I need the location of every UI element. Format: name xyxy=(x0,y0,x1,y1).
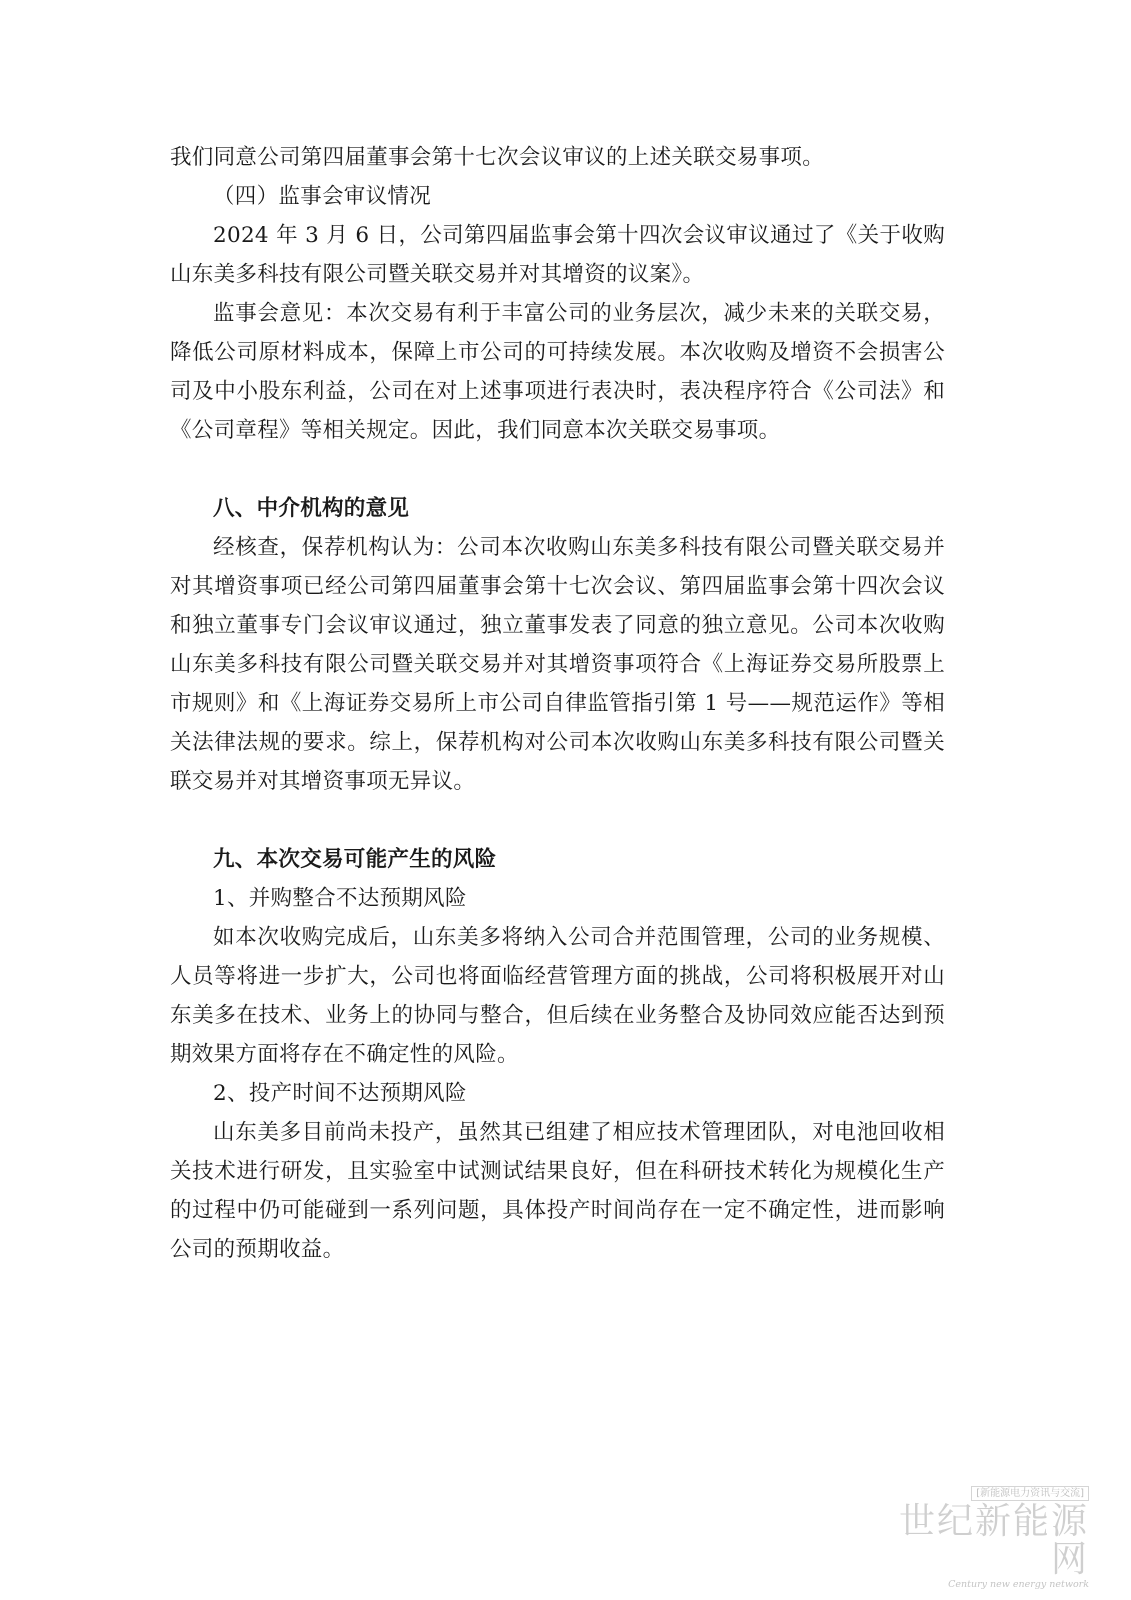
section-heading-8: 八、中介机构的意见 xyxy=(213,496,410,521)
watermark-title: 世纪新能源网 xyxy=(898,1501,1089,1580)
section-heading-9: 九、本次交易可能产生的风险 xyxy=(213,847,497,872)
paragraph-intermediary-opinion: 经核查，保荐机构认为：公司本次收购山东美多科技有限公司暨关联交易并对其增资事项已经公司第四届董事会第十七次会议、第四届监事会第十四次会议和独立董事专门会议审议通过，独立董事发表了同意的独立意见。公司本次收购山东美多科技有限公司暨关联交易并对其增资事项符合《上海证券交易所股票上市规则》和《上海证券交易所上市公司自律监管指引第 1 号——规范运作》等相关法律法规的要求。综上，保荐机构对公司本次收购山东美多科技有限公司暨关联交易并对其增资事项无异议。 xyxy=(170,535,945,794)
paragraph-supervisory-meeting: 2024 年 3 月 6 日，公司第四届监事会第十四次会议审议通过了《关于收购山东美多科技有限公司暨关联交易并对其增资的议案》。 xyxy=(170,223,945,287)
paragraph-risk-1: 如本次收购完成后，山东美多将纳入公司合并范围管理，公司的业务规模、人员等将进一步扩大，公司也将面临经营管理方面的挑战，公司将积极展开对山东美多在技术、业务上的协同与整合，但后续在业务整合及协同效应能否达到预期效果方面将存在不确定性的风险。 xyxy=(170,925,945,1067)
subheading-risk-2: 2、投产时间不达预期风险 xyxy=(213,1081,467,1106)
watermark-tagline: [新能源电力资讯与交流] xyxy=(971,1486,1089,1501)
paragraph-risk-2: 山东美多目前尚未投产，虽然其已组建了相应技术管理团队，对电池回收相关技术进行研发，且实验室中试测试结果良好，但在科研技术转化为规模化生产的过程中仍可能碰到一系列问题，具体投产时间尚存在一定不确定性，进而影响公司的预期收益。 xyxy=(170,1120,945,1262)
paragraph-supervisory-opinion: 监事会意见：本次交易有利于丰富公司的业务层次，减少未来的关联交易，降低公司原材料成本，保障上市公司的可持续发展。本次收购及增资不会损害公司及中小股东利益，公司在对上述事项进行表决时，表决程序符合《公司法》和《公司章程》等相关规定。因此，我们同意本次关联交易事项。 xyxy=(170,301,945,443)
watermark-logo xyxy=(889,1481,1089,1590)
section-gap xyxy=(170,450,945,489)
document-body xyxy=(170,138,945,1269)
paragraph-board-consent: 我们同意公司第四届董事会第十七次会议审议的上述关联交易事项。 xyxy=(170,145,825,170)
subheading-risk-1: 1、并购整合不达预期风险 xyxy=(213,886,467,911)
subheading-supervisory-review: （四）监事会审议情况 xyxy=(213,184,432,209)
watermark-subtitle: Century new energy network xyxy=(948,1579,1089,1590)
section-gap xyxy=(170,801,945,840)
